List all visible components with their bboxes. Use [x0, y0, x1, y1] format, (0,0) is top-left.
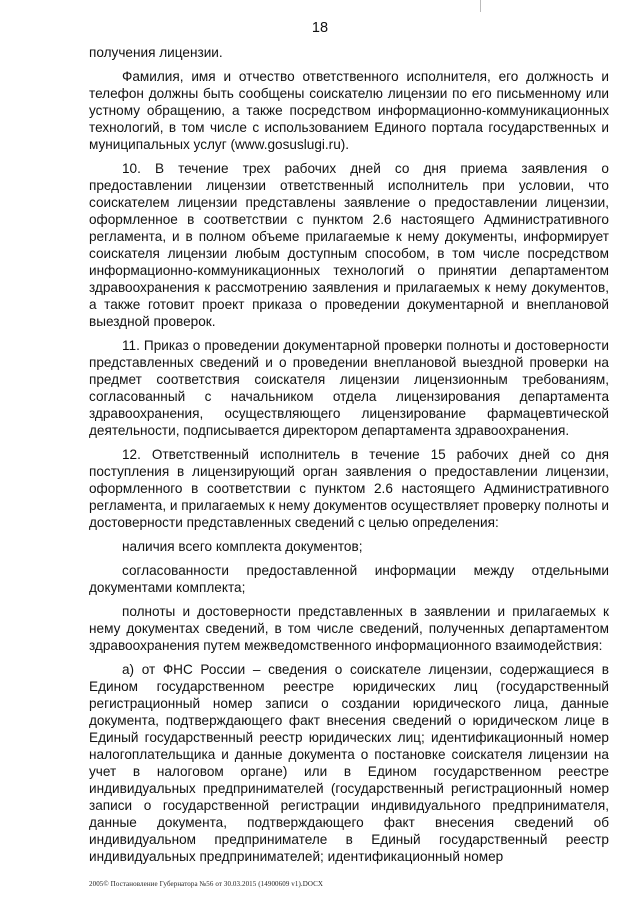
document-body — [89, 44, 609, 872]
paragraph-item-11: 11. Приказ о проведении документарной проверки полноты и достоверности представленных сведений и о проведении внеплановой выездной проверки на предмет соответствия соискателя лицензии лицензионным требованиям, согласованный с начальником отдела лицензирования департамента здравоохранения, осуществляющего лицензирование фармацевтической деятельности, подписывается директором департамента здравоохранения. — [89, 338, 609, 438]
paragraph-item-12: 12. Ответственный исполнитель в течение 15 рабочих дней со дня поступления в лицензирующий орган заявления о предоставлении лицензии, оформленного в соответствии с пунктом 2.6 настоящего Административного регламента, и прилагаемых к нему документов осуществляет проверку полноты и достоверности представленных сведений с целью определения: — [89, 447, 609, 530]
page-number: 18 — [311, 20, 329, 36]
paragraph-item-10: 10. В течение трех рабочих дней со дня приема заявления о предоставлении лицензии ответственный исполнитель при условии, что соискателем лицензии представлены заявление о предоставлении лицензии, оформленное в соответствии с пунктом 2.6 настоящего Административного регламента, и в полном объеме прилагаемые к нему документы, информирует соискателя лицензии любым доступным способом, в том числе посредством информационно-коммуникационных технологий о принятии департаментом здравоохранения к рассмотрению заявления и прилагаемых к нему документов, а также готовит проект приказа о проведении документарной и внеплановой выездной проверок. — [89, 161, 609, 329]
scan-artifact-mark — [480, 0, 481, 12]
paragraph-responsible-person: Фамилия, имя и отчество ответственного исполнителя, его должность и телефон должны быть сообщены соискателю лицензии по его письменному или устному обращению, а также посредством информационно-коммуникационных технологий, в том числе с использованием Единого портала государственных и муниципальных услуг (www.gosuslugi.ru). — [89, 69, 609, 152]
paragraph-consistency: согласованности предоставленной информации между отдельными документами комплекта; — [89, 563, 609, 595]
paragraph-document-set: наличия всего комплекта документов; — [122, 539, 363, 554]
paragraph-subitem-a: а) от ФНС России – сведения о соискателе лицензии, содержащиеся в Едином государственном реестре юридических лиц (государственный регистрационный номер записи о создании юридического лица, данные документа, подтверждающего факт внесения сведений о юридическом лице в Единый государственный реестр юридических лиц; идентификационный номер налогоплательщика и данные документа о постановке соискателя лицензии на учет в налоговом органе) или в Едином государственном реестре индивидуальных предпринимателей (государственный регистрационный номер записи о государственной регистрации индивидуального предпринимателя, данные документа, подтверждающего факт внесения сведений об индивидуальном предпринимателе в Единый государственный реестр индивидуальных предпринимателей; идентификационный номер — [89, 662, 609, 864]
paragraph-completeness: полноты и достоверности представленных в заявлении и прилагаемых к нему документах сведений, в том числе сведений, полученных департаментом здравоохранения путем межведомственного информационного взаимодействия: — [89, 604, 609, 653]
document-footer: 2005© Постановление Губернатора №56 от 30.03.2015 (14900609 v1).DOCX — [89, 880, 324, 888]
paragraph-continuation: получения лицензии. — [89, 45, 223, 60]
